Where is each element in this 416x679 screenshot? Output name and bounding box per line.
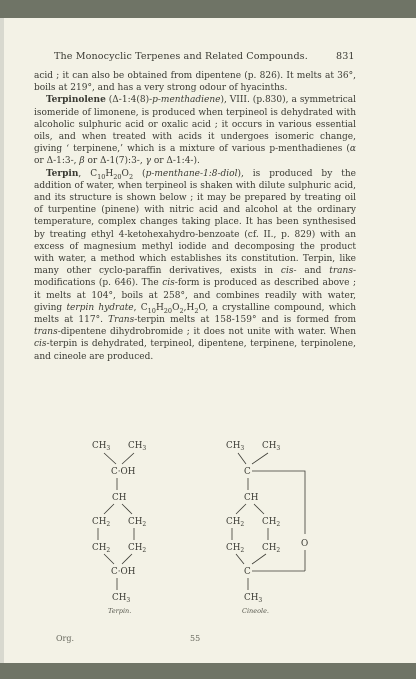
text-run: (Δ-1:4(8)-: [105, 95, 153, 106]
text-run: 2: [179, 306, 184, 315]
text-run: Trans: [108, 315, 135, 326]
text-run: -terpin is dehydrated, terpineol, dipentene, terpinene, terpinolene, and cineole are produced.: [34, 339, 356, 362]
cineole-ch2-1: $CH_2$: [226, 517, 245, 528]
text-run: 10: [147, 306, 156, 315]
text-run: 20: [163, 306, 173, 315]
text-run: terpin hydrate: [66, 302, 134, 313]
cineole-c-1: C: [244, 467, 251, 477]
text-run: 10: [97, 172, 106, 181]
terpin-caption: Terpin.: [108, 607, 132, 615]
text-run: α: [349, 144, 356, 155]
text-run: trans: [34, 327, 58, 338]
text-run: or Δ-1:3-,: [34, 156, 80, 167]
text-run: Terpin: [46, 168, 79, 179]
cineole-caption: Cineole.: [242, 607, 269, 615]
cineole-ch: CH: [244, 493, 259, 503]
text-run: H: [105, 168, 114, 179]
text-run: (: [133, 168, 146, 179]
cineole-ch2-2: $CH_2$: [262, 517, 281, 528]
text-run: or Δ-1:4-).: [150, 156, 200, 167]
paragraph-terpin: [34, 168, 356, 363]
text-run: O, a crystalline compound, which melts at 117°.: [34, 302, 356, 326]
book-page: [0, 18, 416, 663]
formula-diagram: [84, 436, 324, 636]
cineole-oxygen: O: [301, 539, 309, 549]
terpin-ch2-2: $CH_2$: [128, 517, 147, 528]
text-run: p-menthane-1:8-diol: [145, 168, 238, 179]
text-run: cis: [34, 339, 47, 350]
text-run: O: [172, 302, 180, 313]
text-run: , C: [78, 168, 98, 179]
text-run: cis-: [280, 266, 297, 277]
text-run: O: [121, 168, 129, 179]
cineole-formula: [226, 441, 308, 604]
cineole-ch2-4: $CH_2$: [262, 543, 281, 554]
terpin-ch2-3: $CH_2$: [92, 543, 111, 554]
cineole-ch2-3: $CH_2$: [226, 543, 245, 554]
terpin-formula: [92, 441, 146, 604]
terpin-ch: CH: [112, 493, 127, 503]
text-run: cis: [162, 278, 175, 289]
text-run: -form is produced as described above ; it melts at 104°, boils at 258°, and combines readily with water, giving: [34, 278, 356, 313]
cineole-top-right: $CH_3$: [262, 441, 281, 452]
terpin-ch2-1: $CH_2$: [92, 517, 111, 528]
text-run: 2: [194, 306, 199, 315]
text-run: trans: [329, 266, 353, 277]
text-run: Terpinolene: [46, 95, 106, 106]
signature-number: 55: [190, 634, 201, 643]
text-run: ,H: [183, 302, 195, 313]
terpin-top-left: $CH_3$: [92, 441, 111, 452]
text-run: β: [79, 156, 85, 167]
text-run: or Δ-1(7):3-,: [84, 156, 146, 167]
text-run: 2: [128, 172, 134, 181]
cineole-c-2: C: [244, 567, 251, 577]
cineole-top-left: $CH_3$: [226, 441, 245, 452]
text-run: H: [155, 302, 164, 313]
structural-formulas: [84, 436, 324, 636]
terpin-c-oh-2: C·OH: [111, 567, 136, 577]
running-header: [54, 51, 354, 62]
paragraph-terpinolene: [34, 94, 356, 167]
body-text: [34, 70, 356, 363]
paragraph-continuation: [34, 70, 356, 94]
text-run: γ: [145, 156, 151, 167]
text-run: 20: [113, 172, 122, 181]
text-run: acid ; it can also be obtained from dipentene (p. 826). It melts at 36°, boils at 219°, and has a very strong odour of hyacinths.: [34, 71, 356, 94]
text-run: ), VIII. (p.830), a symmetrical isomeride of limonene, is produced when terpineol is dehydrated with alcoholic sulphuric acid or oxalic acid ; it occurs in various essential oils, and when treated with acids it undergoes isomeric change, giving ‘ terpinene,’ which is a mixture of various p-menthadienes (: [34, 95, 356, 155]
page-number: 831: [336, 51, 355, 62]
text-run: and: [296, 266, 330, 277]
terpin-bottom-ch3: $CH_3$: [112, 593, 131, 604]
text-run: -modifications (p. 646). The: [34, 266, 356, 289]
text-run: ), is produced by the addition of water, when terpineol is shaken with dilute sulphuric acid, and its structure is shown below ; it may be prepared by treating oil of turpentine (pinene) with nitric acid and alcohol at the ordinary temperature, complex changes taking place. It has been synthesised by treating ethyl 4-ketohexahydro-benzoate (cf. II., p. 829) with an excess of magnesium methyl iodide and decomposing the product with water, a method which establishes its constitution. Terpin, like many other cyclo-paraffin derivatives, exists in: [34, 168, 356, 277]
terpin-c-oh-1: C·OH: [111, 467, 136, 477]
terpin-top-right: $CH_3$: [128, 441, 147, 452]
text-run: , C: [133, 302, 148, 313]
signature-mark: Org.: [56, 634, 75, 643]
text-run: -terpin melts at 158-159° and is formed from: [134, 315, 356, 326]
text-run: p-menthadiene: [152, 95, 221, 106]
header-title: The Monocyclic Terpenes and Related Compounds.: [54, 51, 308, 62]
cineole-bottom-ch3: $CH_3$: [244, 593, 263, 604]
text-run: -dipentene dihydrobromide ; it does not unite with water. When: [57, 327, 356, 338]
terpin-ch2-4: $CH_2$: [128, 543, 147, 554]
